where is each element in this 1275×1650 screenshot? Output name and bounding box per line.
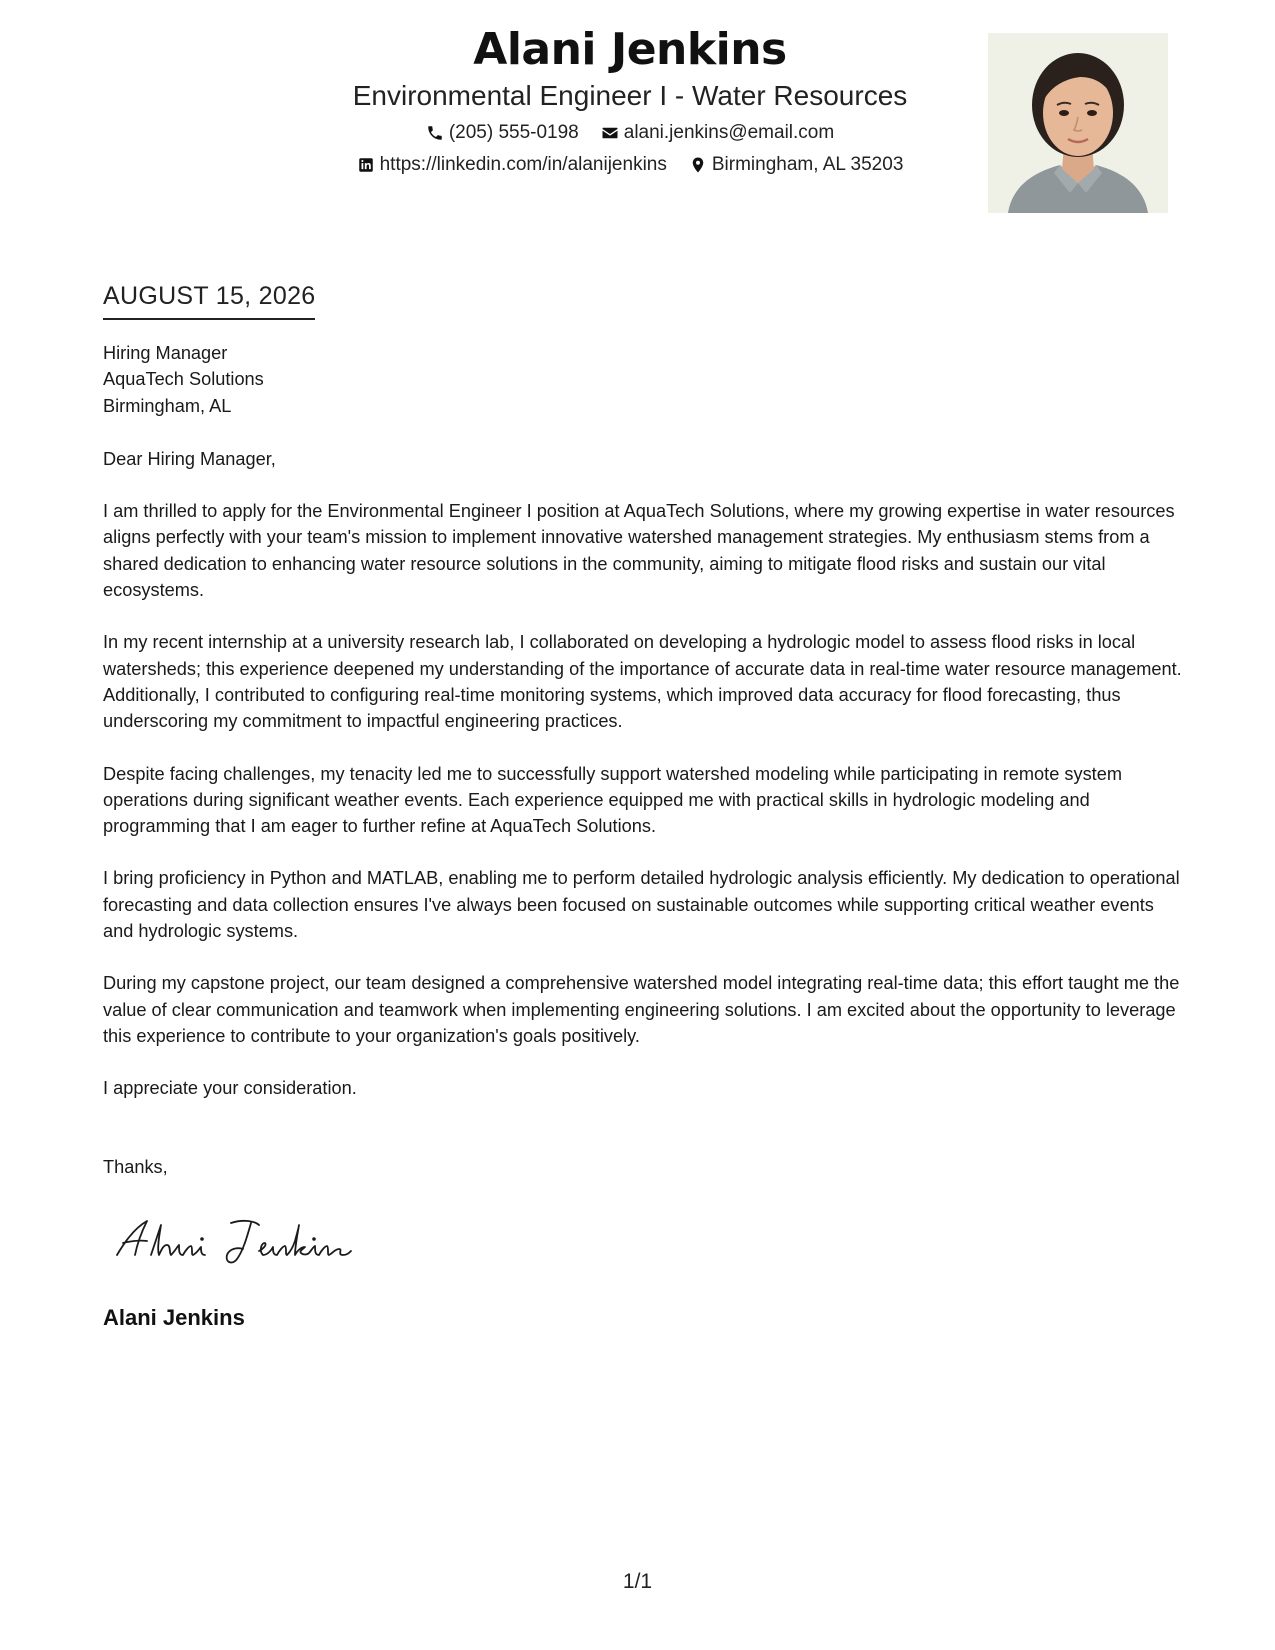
contact-row-2 [250,152,1010,178]
body-paragraph-5: During my capstone project, our team designed a comprehensive watershed model integrating real-time data; this effort taught me the value of clear communication and teamwork when implementing engineering solutions. I am excited about the opportunity to leverage this experience to contribute to your organization's goals positively. [103,973,1180,1046]
contact-location [689,152,904,178]
job-title: Environmental Engineer I - Water Resources [352,80,908,111]
salutation: Dear Hiring Manager, [103,448,276,469]
email-text[interactable]: alani.jenkins@email.com [623,122,835,143]
body-paragraph-4: I bring proficiency in Python and MATLAB, enabling me to perform detailed hydrologic analysis efficiently. My dedication to operational forecasting and data collection ensures I've always been focused on sustainable outcomes while supporting critical weather events and hydrologic systems. [103,868,1180,942]
phone-icon [426,124,444,142]
recipient-company: AquaTech Solutions [103,369,264,390]
header-text-block [250,24,1010,178]
recipient-title: Hiring Manager [103,343,228,363]
recipient-block [103,340,1183,419]
linkedin-text[interactable]: https://linkedin.com/in/alanijenkins [379,154,667,175]
phone-text[interactable]: (205) 555-0198 [448,122,579,143]
contact-email [601,120,834,146]
body-paragraph-1: I am thrilled to apply for the Environmental Engineer I position at AquaTech Solutions, where my growing expertise in water resources aligns perfectly with your team's mission to implement innovative watershed management strategies. My enthusiasm stems from a shared dedication to enhancing water resource solutions in the community, aiming to mitigate flood risks and sustain our vital ecosystems. [103,501,1175,601]
handwritten-signature [113,1215,353,1265]
contact-linkedin [357,152,667,178]
signature-drawing [113,1215,353,1265]
map-pin-icon [689,156,707,174]
recipient-location: Birmingham, AL [103,395,232,416]
applicant-name: Alani Jenkins [473,24,787,75]
contact-row-1 [250,120,1010,146]
linkedin-icon [357,156,375,174]
portrait-illustration [988,33,1168,213]
location-text: Birmingham, AL 35203 [711,154,904,175]
envelope-icon [601,124,619,142]
body-paragraph-2: In my recent internship at a university research lab, I collaborated on developing a hydrologic model to assess flood risks in local watersheds; this experience deepened my understanding of the importance of accurate data in real-time water resource management. Additionally, I contributed to configuring real-time monitoring systems, which improved data accuracy for flood forecasting, thus underscoring my commitment to impactful engineering practices. [103,632,1182,732]
letter-header [0,0,1275,230]
letter-date-block [103,280,315,320]
page-number: 1/1 [622,1570,653,1593]
letter-date: AUGUST 15, 2026 [103,280,315,320]
signed-name: Alani Jenkins [103,1305,245,1330]
closing: Thanks, [103,1156,168,1177]
letter-body [103,340,1183,1180]
body-paragraph-6: I appreciate your consideration. [103,1078,357,1099]
profile-photo [988,33,1168,213]
contact-phone [426,120,579,146]
body-paragraph-3: Despite facing challenges, my tenacity led me to successfully support watershed modeling while participating in remote system operations during significant weather events. Each experience equipped me with practical skills in hydrologic modeling and programming that I am eager to further refine at AquaTech Solutions. [103,763,1122,837]
